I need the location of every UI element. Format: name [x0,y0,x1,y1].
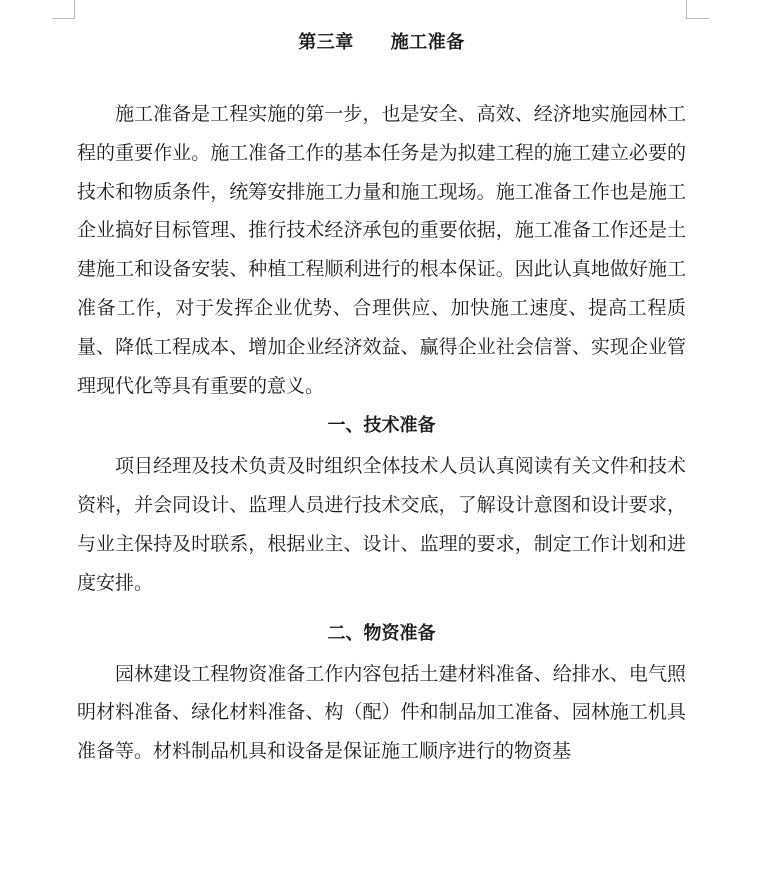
section-heading-material-preparation: 二、物资准备 [327,622,436,644]
document-body [77,24,686,771]
chapter-title: 第三章 施工准备 [298,32,465,53]
crop-mark-top-left [52,0,75,19]
section-heading-technical-preparation: 一、技术准备 [327,415,436,437]
technical-preparation-paragraph: 项目经理及技术负责及时组织全体技术人员认真阅读有关文件和技术资料，并会同设计、监理人员进行技术交底，了解设计意图和设计要求，与业主保持及时联系，根据业主、设计、监理的要求，制定工作计划和进度安排。 [77,455,686,594]
crop-mark-top-right [686,0,709,19]
material-preparation-paragraph: 园林建设工程物资准备工作内容包括土建材料准备、给排水、电气照明材料准备、绿化材料准备、构（配）件和制品加工准备、园林施工机具准备等。材料制品机具和设备是保证施工顺序进行的物资基 [77,662,686,763]
intro-paragraph: 施工准备是工程实施的第一步，也是安全、高效、经济地实施园林工程的重要作业。施工准备工作的基本任务是为拟建工程的施工建立必要的技术和物质条件，统筹安排施工力量和施工现场。施工准备工作也是施工企业搞好目标管理、推行技术经济承包的重要依据，施工准备工作还是土建施工和设备安装、种植工程顺利进行的根本保证。因此认真地做好施工准备工作，对于发挥企业优势、合理供应、加快施工速度、提高工程质量、降低工程成本、增加企业经济效益、赢得企业社会信誉、实现企业管理现代化等具有重要的意义。 [77,103,686,397]
